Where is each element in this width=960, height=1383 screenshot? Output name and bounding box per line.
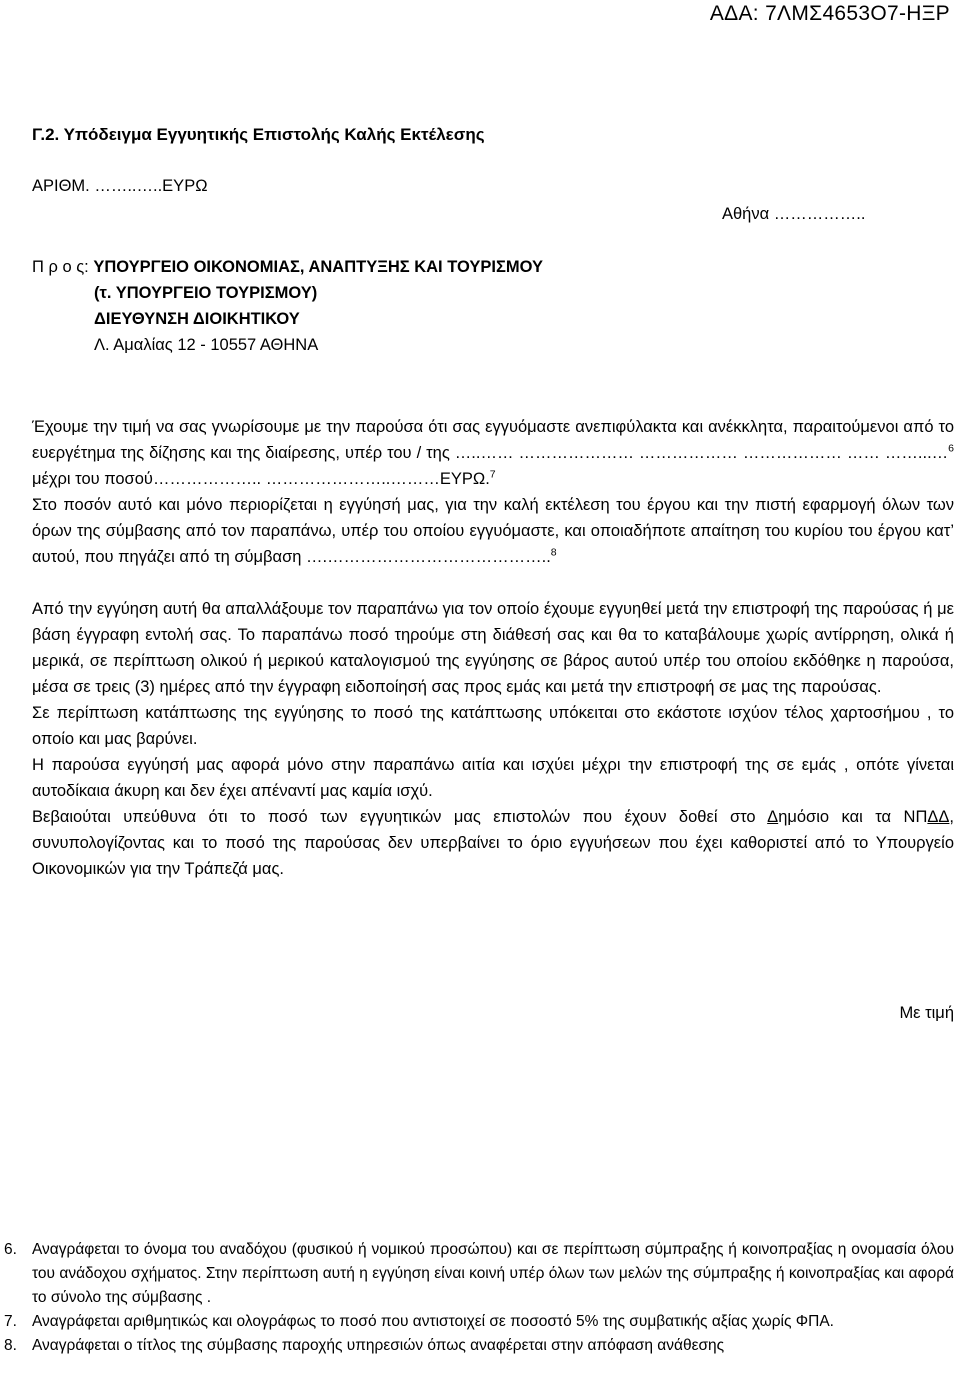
footnotes (4, 1238, 954, 1358)
place-date: Αθήνα …………….. (722, 205, 866, 223)
paragraph-guarantee-text-a: Έχουμε την τιμή να σας γνωρίσουμε με την παρούσα ότι σας εγγυόμαστε ανεπιφύλακτα και ανέκκλητα, παραιτούμενοι από το ευεργέτημα της δίζησης και της διαίρεσης, υπέρ του / της …..…… ………………… ……………… ……………… …… ……...… (32, 418, 954, 462)
letter-body (32, 414, 954, 882)
paragraph-guarantee-text-b: μέχρι του ποσού……………….. …………………..………ΕΥΡΩ. (32, 470, 490, 488)
address-line-2: (τ. ΥΠΟΥΡΓΕΙΟ ΤΟΥΡΙΣΜΟΥ) (94, 284, 318, 302)
footnote-ref-8: 8 (550, 546, 557, 559)
footnote-text: Αναγράφεται ο τίτλος της σύμβασης παροχής υπηρεσιών όπως αναφέρεται στην απόφαση ανάθεσης (32, 1337, 725, 1354)
paragraph-release: Από την εγγύηση αυτή θα απαλλάξουμε τον παραπάνω για τον οποίο έχουμε εγγυηθεί μετά την επιστροφή της παρούσας ή με βάση έγγραφη εντολή σας. Το παραπάνω ποσό τηρούμε στη διάθεσή σας και θα το καταβάλουμε χωρίς αντίρρηση, ολικά ή μερικά, σε περίπτωση ολικού ή μερικού καταλογισμού της εγγύησης σε βάρος αυτού υπέρ του οποίου εκδόθηκε η παρούσα, μέσα σε τρεις (3) ημέρες από την έγγραφη ειδοποίησή σας προς εμάς και μετά την επιστροφή σε μας της παρούσας. (32, 600, 954, 696)
address-prefix: Π ρ ο ς: (32, 258, 94, 276)
paragraph-validity: Η παρούσα εγγύησή μας αφορά μόνο στην παραπάνω αιτία και ισχύει μέχρι την επιστροφή της σε εμάς , οπότε γίνεται αυτοδίκαια άκυρη και δεν έχει απέναντί μας καμία ισχύ. (32, 756, 954, 800)
paragraph-limit (32, 492, 954, 570)
footnote-number: 8. (4, 1337, 17, 1354)
statement-underline-2: ΔΔ (927, 808, 950, 826)
footnote-number: 6. (4, 1241, 17, 1258)
paragraph-limit-statement (32, 804, 954, 882)
paragraph-guarantee (32, 414, 954, 492)
footnote-6 (4, 1238, 954, 1310)
address-ministry: ΥΠΟΥΡΓΕΙΟ ΟΙΚΟΝΟΜΙΑΣ, ΑΝΑΠΤΥΞΗΣ ΚΑΙ ΤΟΥΡΙΣΜΟΥ (93, 258, 544, 276)
document-title: Γ.2. Υπόδειγμα Εγγυητικής Επιστολής Καλής Εκτέλεσης (32, 125, 485, 144)
footnote-ref-6: 6 (948, 442, 954, 455)
statement-text-b: ημόσιο και τα ΝΠ (778, 808, 928, 826)
footnote-7 (4, 1310, 954, 1334)
footnote-8 (4, 1334, 954, 1358)
footnote-text: Αναγράφεται το όνομα του αναδόχου (φυσικού ή νομικού προσώπου) και σε περίπτωση σύμπραξης ή κοινοπραξίας η ονομασία όλου του ανάδοχου σχήματος. Στην περίπτωση αυτή η εγγύηση είναι κοινή υπέρ όλων των μελών της σύμπραξης ή κοινοπραξίας και αφορά το σύνολο της σύμβασης . (32, 1241, 954, 1306)
address-line-4: Λ. Αμαλίας 12 - 10557 ΑΘΗΝΑ (94, 336, 319, 354)
address-line-3: ΔΙΕΥΘΥΝΣΗ ΔΙΟΙΚΗΤΙΚΟΥ (94, 310, 300, 328)
paragraph-spacer (32, 570, 954, 596)
paragraph-stamp-duty: Σε περίπτωση κατάπτωσης της εγγύησης το ποσό της κατάπτωσης υπόκειται στο εκάστοτε ισχύον τέλος χαρτοσήμου , το οποίο και μας βαρύνει. (32, 704, 954, 748)
signoff: Με τιμή (899, 1004, 954, 1022)
statement-underline-1: Δ (767, 808, 779, 826)
footnote-text: Αναγράφεται αριθμητικώς και ολογράφως το ποσό που αντιστοιχεί σε ποσοστό 5% της συμβατικής αξίας χωρίς ΦΠΑ. (32, 1313, 834, 1330)
statement-text-c: , συνυπολογίζοντας και το ποσό της παρούσας δεν υπερβαίνει το όριο εγγυήσεων που έχει καθοριστεί από το Υπουργείο Οικονομικών για την Τράπεζά μας. (32, 808, 955, 878)
paragraph-limit-text: Στο ποσόν αυτό και μόνο περιορίζεται η εγγύησή μας, για την καλή εκτέλεση του έργου και την πιστή εφαρμογή όλων των όρων της σύμβασης από τον παραπάνω, υπέρ του οποίου εγγυόμαστε, και οποιαδήποτε απαίτηση του κυρίου του έργου κατ’ αυτού, που πηγάζει από τη σύμβαση ….………………………………….. (32, 496, 954, 566)
recipient-address (32, 254, 543, 358)
ada-identifier: ΑΔΑ: 7ΛΜΣ4653Ο7-ΗΞΡ (709, 2, 950, 25)
footnote-number: 7. (4, 1313, 17, 1330)
reference-number: ΑΡΙΘΜ. ……..…..ΕΥΡΩ (32, 177, 208, 195)
footnote-ref-7: 7 (489, 468, 496, 481)
statement-text-a: Βεβαιούται υπεύθυνα ότι το ποσό των εγγυητικών μας επιστολών που έχουν δοθεί στο (32, 808, 768, 826)
address-line-1 (32, 254, 543, 280)
